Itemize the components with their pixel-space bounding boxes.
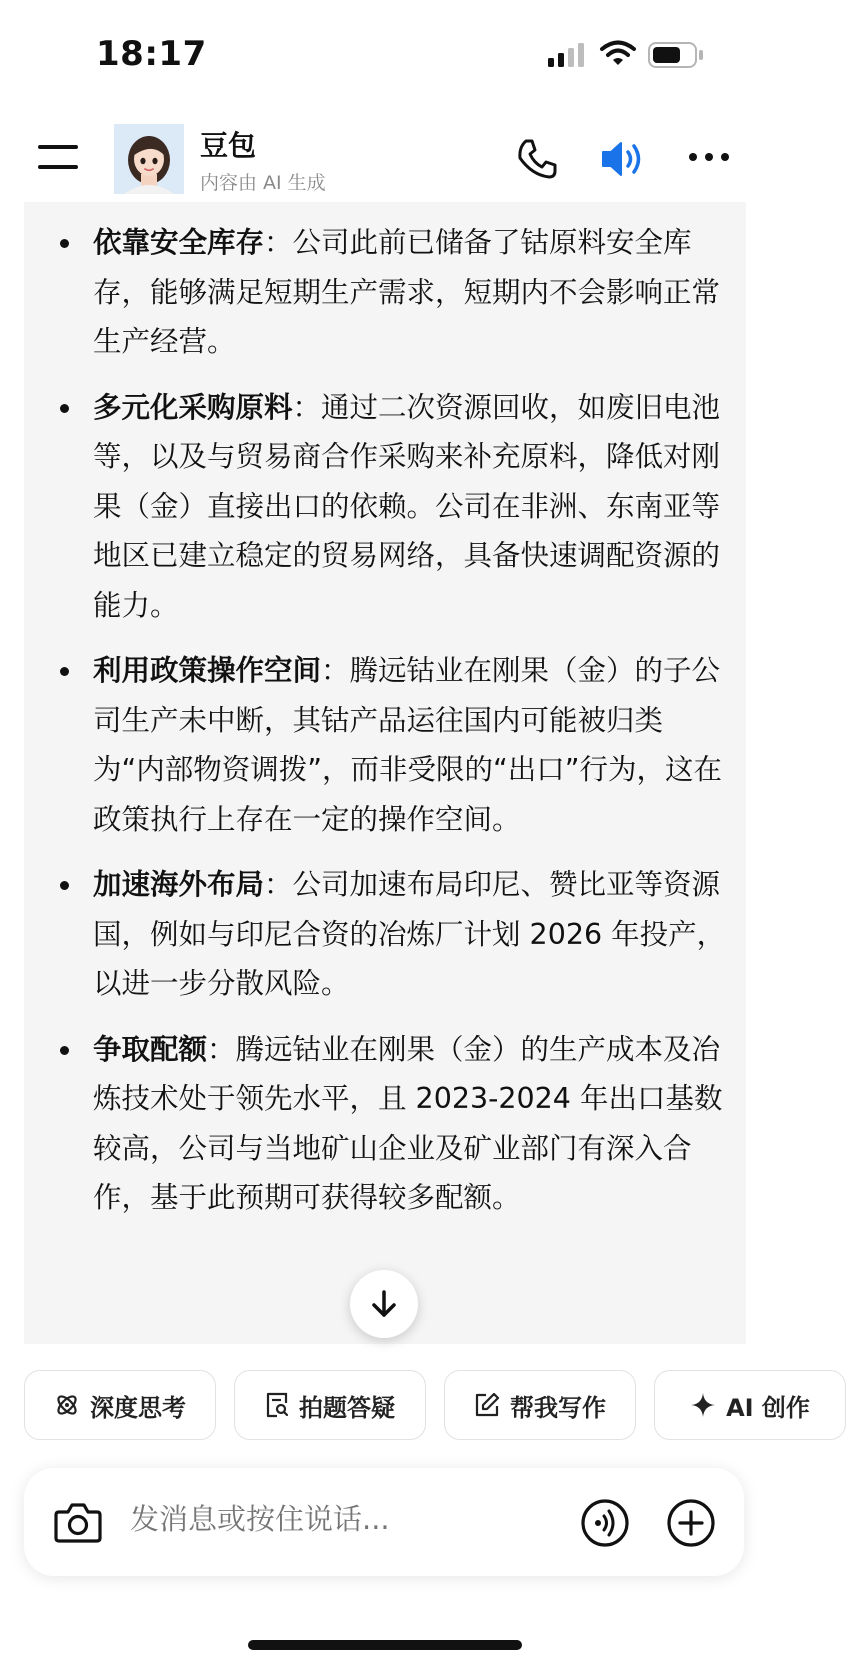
signal-icon bbox=[548, 43, 588, 67]
bullet-text: ：公司此前已储备了钴原料安全库存，能够满足短期生产需求，短期内不会影响正常生产经营。 bbox=[93, 226, 721, 358]
avatar-image bbox=[114, 124, 184, 194]
bullet-title: 依靠安全库存 bbox=[93, 226, 265, 259]
bullet-dot bbox=[60, 881, 69, 890]
message-input-bar bbox=[24, 1468, 744, 1576]
avatar[interactable] bbox=[114, 124, 184, 194]
edit-icon bbox=[474, 1392, 500, 1418]
bullet-text: ：腾远钴业在刚果（金）的子公司生产未中断，其钴产品运往国内可能被归类为“内部物资调拨”，而非受限的“出口”行为，这在政策执行上存在一定的操作空间。 bbox=[93, 654, 723, 836]
search-doc-icon bbox=[265, 1392, 289, 1418]
camera-icon[interactable] bbox=[54, 1500, 102, 1544]
list-item bbox=[24, 646, 746, 844]
bullet-title: 争取配额 bbox=[93, 1032, 208, 1066]
list-item bbox=[24, 860, 746, 1009]
sparkle-icon bbox=[690, 1392, 716, 1418]
bullet-dot bbox=[60, 239, 69, 248]
chip-label: 拍题答疑 bbox=[299, 1393, 395, 1422]
photo-question-chip[interactable] bbox=[234, 1370, 426, 1440]
bullet-title: 加速海外布局 bbox=[93, 868, 265, 901]
bot-name: 豆包 bbox=[200, 129, 257, 162]
bullet-dot bbox=[60, 1046, 69, 1055]
arrow-down-icon bbox=[370, 1289, 398, 1319]
home-indicator bbox=[248, 1640, 522, 1650]
wifi-icon bbox=[600, 40, 636, 68]
speaker-icon[interactable] bbox=[600, 138, 648, 180]
message-input[interactable] bbox=[130, 1502, 530, 1536]
chip-label: 帮我写作 bbox=[510, 1393, 606, 1422]
help-write-chip[interactable] bbox=[444, 1370, 636, 1440]
bullet-dot bbox=[60, 404, 69, 413]
more-icon[interactable] bbox=[688, 152, 730, 162]
bullet-dot bbox=[60, 667, 69, 676]
bullet-title: 多元化采购原料 bbox=[93, 390, 293, 424]
atom-icon bbox=[54, 1392, 80, 1418]
status-bar bbox=[0, 0, 769, 110]
bullet-list bbox=[24, 218, 746, 1239]
ai-create-chip[interactable] bbox=[654, 1370, 846, 1440]
ai-disclaimer: 内容由 AI 生成 bbox=[200, 172, 326, 194]
chip-label: 深度思考 bbox=[90, 1393, 186, 1422]
bullet-title: 利用政策操作空间 bbox=[93, 654, 322, 687]
chip-label: AI 创作 bbox=[726, 1393, 810, 1422]
chat-header bbox=[0, 110, 769, 202]
bullet-text: ：腾远钴业在刚果（金）的生产成本及冶炼技术处于领先水平，且 2023-2024 年出口基数较高，公司与当地矿山企业及矿业部门有深入合作，基于此预期可获得较多配额。 bbox=[93, 1032, 723, 1214]
phone-icon[interactable] bbox=[516, 138, 558, 180]
message-bubble bbox=[24, 202, 746, 1344]
quick-actions bbox=[24, 1370, 810, 1444]
list-item bbox=[24, 383, 746, 631]
list-item bbox=[24, 1025, 746, 1223]
battery-icon bbox=[648, 42, 704, 68]
list-item bbox=[24, 218, 746, 367]
scroll-down-button[interactable] bbox=[350, 1270, 418, 1338]
deep-think-chip[interactable] bbox=[24, 1370, 216, 1440]
bullet-text: ：公司加速布局印尼、赞比亚等资源国，例如与印尼合资的冶炼厂计划 2026 年投产，以进一步分散风险。 bbox=[93, 868, 726, 1000]
menu-icon[interactable] bbox=[38, 142, 80, 172]
plus-icon[interactable] bbox=[666, 1498, 716, 1548]
status-time: 18:17 bbox=[96, 34, 207, 74]
bullet-text: ：通过二次资源回收，如废旧电池等，以及与贸易商合作采购来补充原料，降低对刚果（金）直接出口的依赖。公司在非洲、东南亚等地区已建立稳定的贸易网络，具备快速调配资源的能力。 bbox=[93, 390, 721, 622]
voice-icon[interactable] bbox=[580, 1498, 630, 1548]
